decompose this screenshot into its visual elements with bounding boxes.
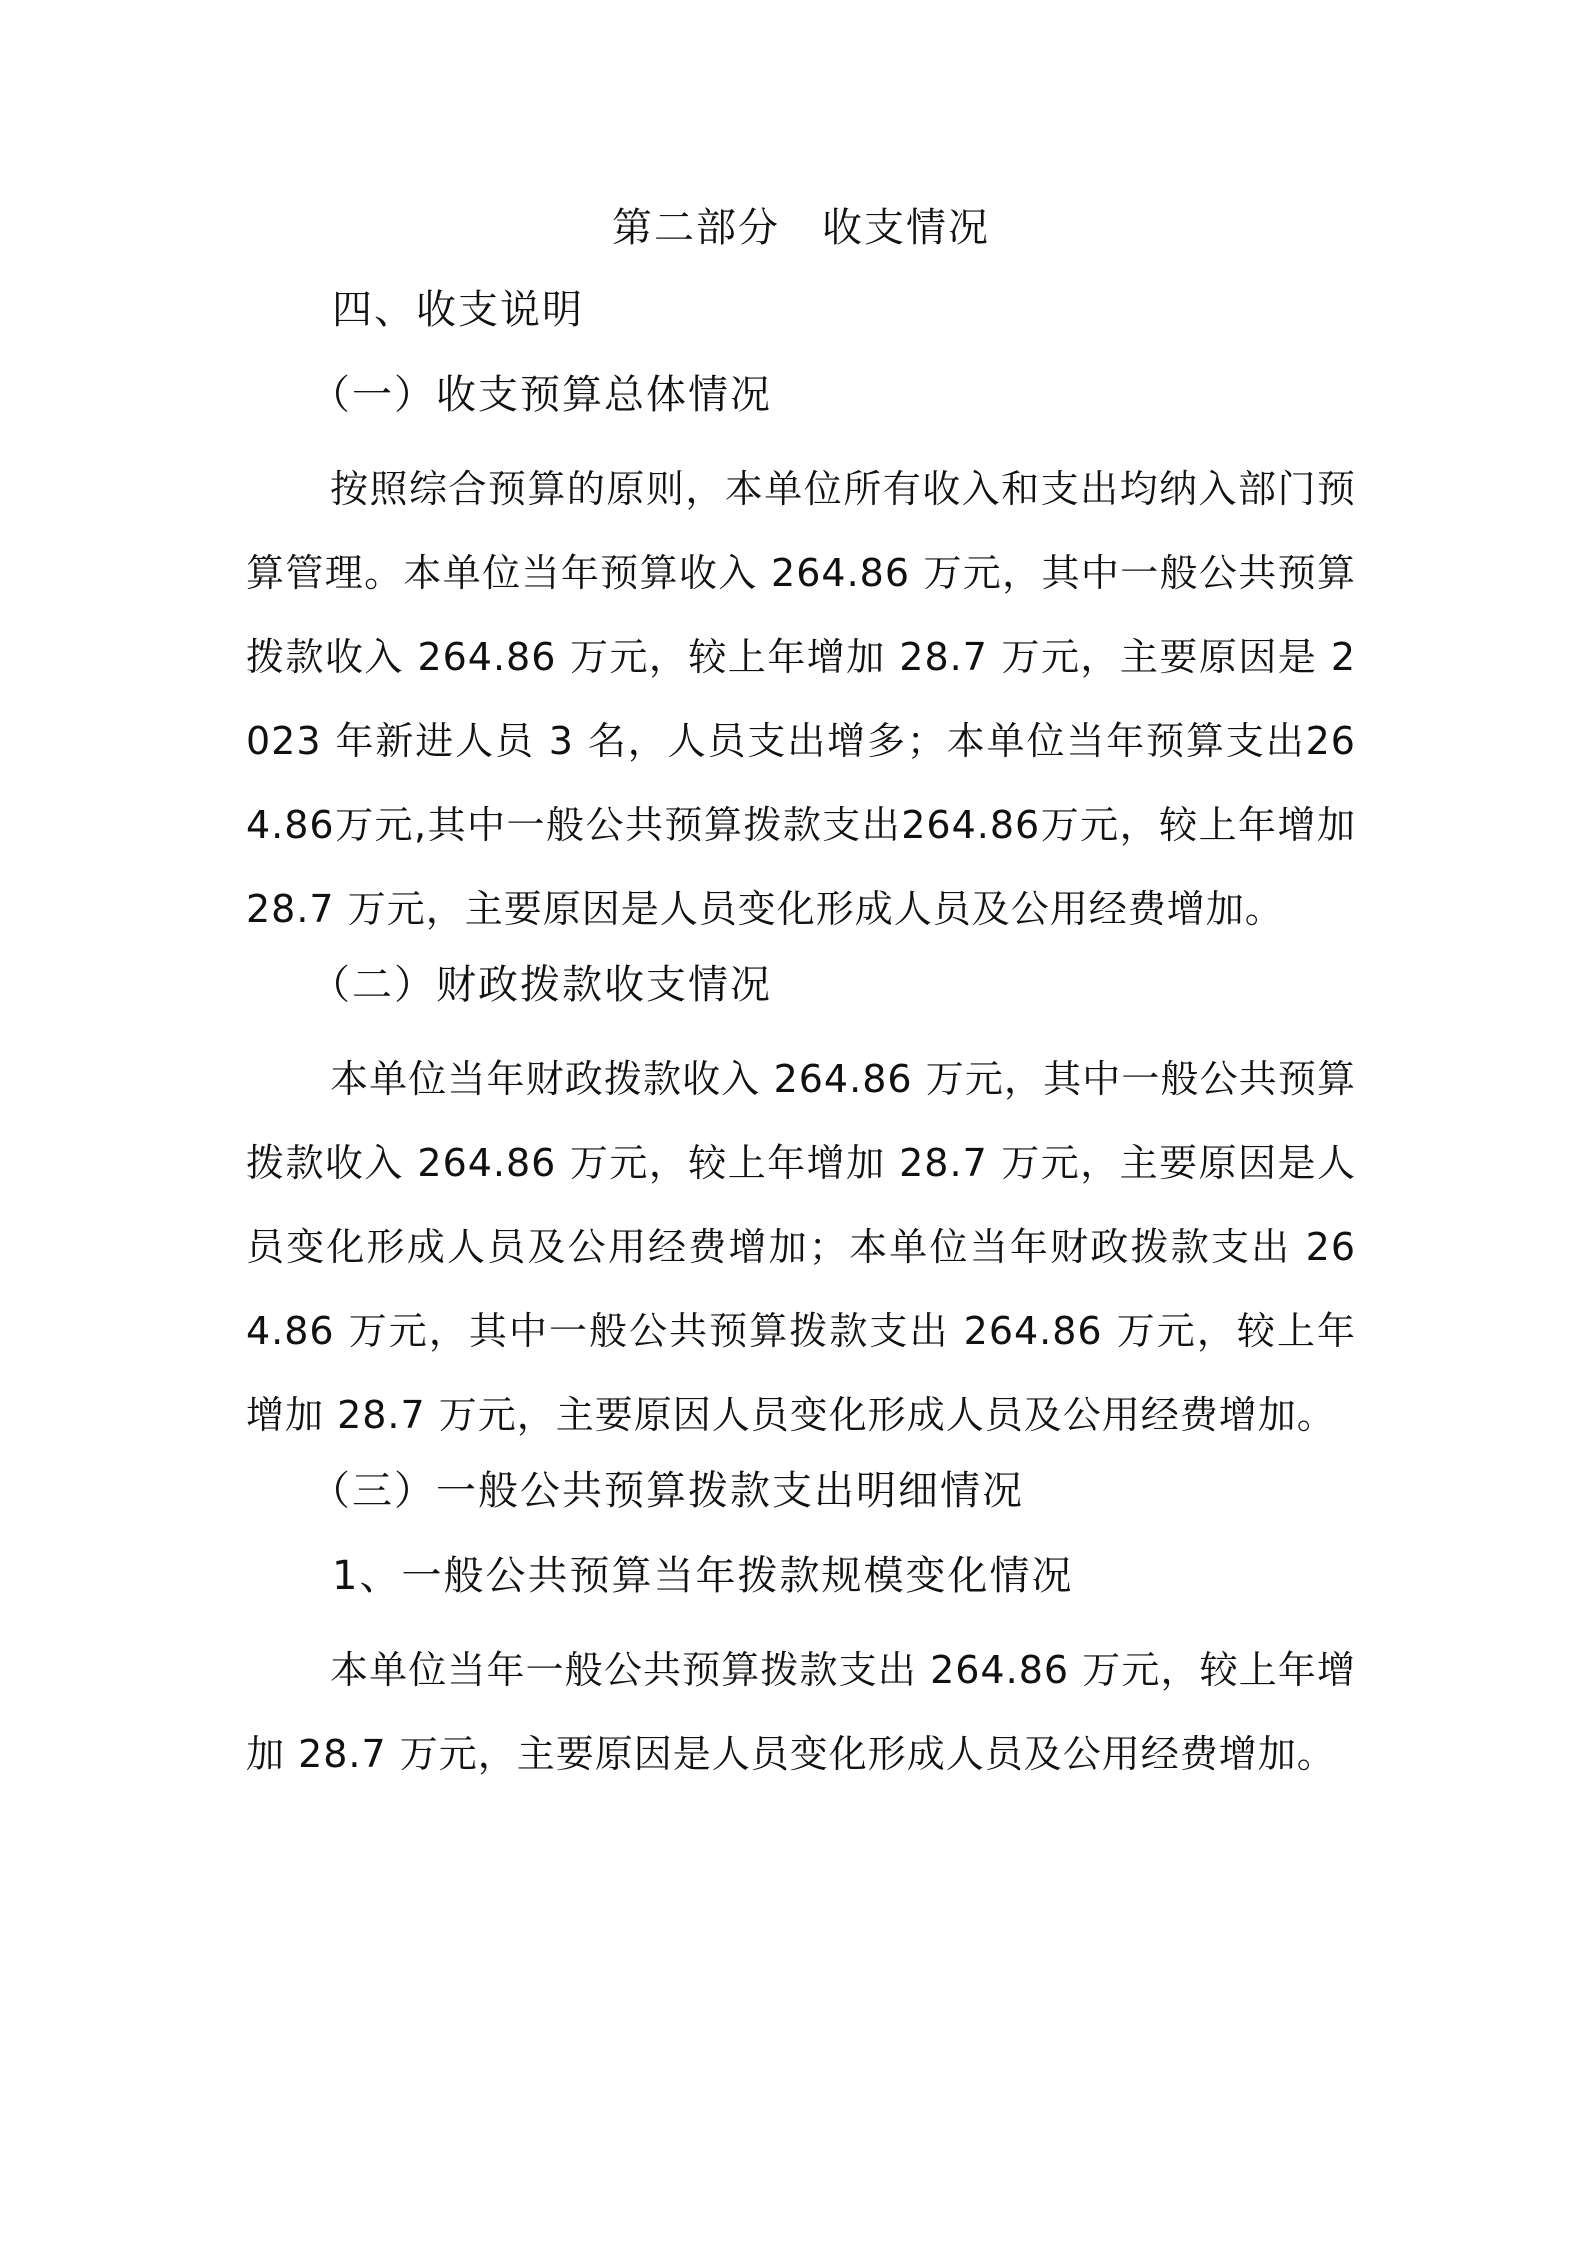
subsection-heading-budget-overview: （一）收支预算总体情况 [310,372,772,418]
section-heading-income-expenditure: 四、收支说明 [332,287,584,333]
paragraph-budget-overview: 按照综合预算的原则，本单位所有收入和支出均纳入部门预算管理。本单位当年预算收入 264.86 万元，其中一般公共预算拨款收入 264.86 万元，较上年增加 28.7 万元，主要原因是 2023 年新进人员 3 名，人员支出增多；本单位当年预算支出264.86万元,其中一般公共预算拨款支出264.86万元，较上年增加 28.7 万元，主要原因是人员变化形成人员及公用经费增加。 [246,467,1356,931]
subsection-heading-general-budget-detail: （三）一般公共预算拨款支出明细情况 [310,1468,1024,1514]
paragraph-fiscal-allocation: 本单位当年财政拨款收入 264.86 万元，其中一般公共预算拨款收入 264.86 万元，较上年增加 28.7 万元，主要原因是人员变化形成人员及公用经费增加；本单位当年财政拨款支出 264.86 万元，其中一般公共预算拨款支出 264.86 万元，较上年增加 28.7 万元，主要原因人员变化形成人员及公用经费增加。 [246,1057,1356,1437]
subsection-heading-fiscal-allocation: （二）财政拨款收支情况 [310,962,772,1008]
document-content [246,195,1356,1797]
page-title: 第二部分 收支情况 [612,205,990,251]
item-heading-allocation-scale: 1、一般公共预算当年拨款规模变化情况 [332,1553,1074,1599]
paragraph-allocation-scale: 本单位当年一般公共预算拨款支出 264.86 万元，较上年增加 28.7 万元，主要原因是人员变化形成人员及公用经费增加。 [246,1648,1356,1776]
